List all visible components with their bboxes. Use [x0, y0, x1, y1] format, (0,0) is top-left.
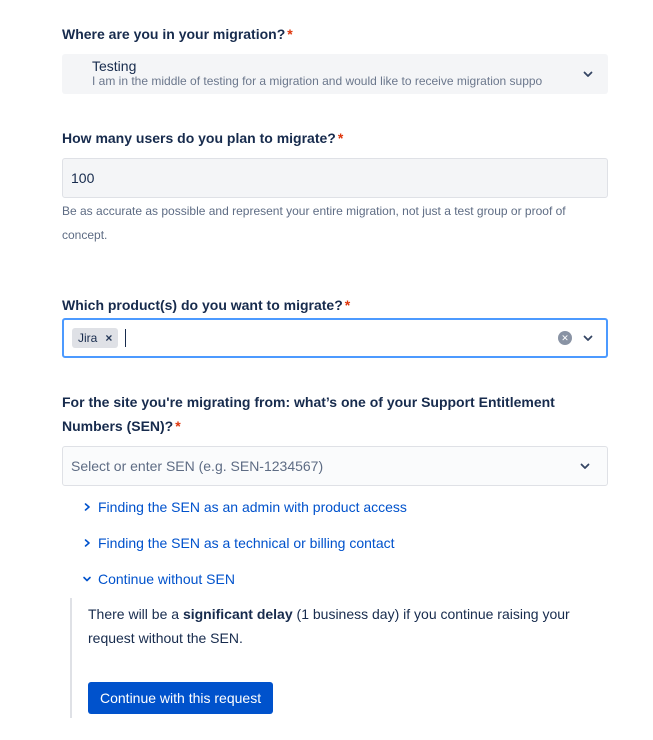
required-mark: *	[287, 26, 293, 42]
chevron-right-icon	[82, 538, 92, 548]
migration-stage-select[interactable]	[62, 54, 608, 94]
sen-select[interactable]	[62, 446, 608, 486]
chevron-right-icon	[82, 502, 92, 512]
link-label: Finding the SEN as an admin with product access	[98, 499, 407, 515]
required-mark: *	[337, 130, 344, 146]
sen-admin-help-link[interactable]	[82, 499, 407, 515]
required-mark: *	[175, 418, 181, 434]
text-cursor	[125, 329, 126, 347]
required-mark: *	[344, 297, 351, 313]
users-label: How many users do you plan to migrate? *	[62, 130, 344, 146]
sen-billing-help-link[interactable]	[82, 535, 395, 551]
chevron-down-icon[interactable]	[580, 66, 596, 82]
link-label: Finding the SEN as a technical or billing contact	[98, 535, 395, 551]
continue-without-sen-toggle[interactable]	[82, 571, 235, 587]
product-chip-jira	[72, 328, 118, 348]
chevron-down-icon	[82, 574, 92, 584]
stage-selected-description: I am in the middle of testing for a migration and would like to receive migration suppo	[92, 74, 543, 88]
products-multiselect[interactable]	[62, 318, 608, 358]
sen-label: For the site you're migrating from: what’s one of your Support Entitlement Numbers (SEN)? *	[62, 394, 555, 434]
users-help-text: Be as accurate as possible and represent your entire migration, not just a test group or proof of concept.	[62, 204, 566, 242]
chevron-down-icon[interactable]	[577, 458, 593, 474]
migration-stage-label: Where are you in your migration? *	[62, 26, 293, 42]
product-chip-label: Jira	[78, 331, 98, 345]
users-count-input[interactable]: 100	[62, 158, 608, 198]
continue-without-sen-panel	[70, 598, 608, 718]
delay-notice: There will be a significant delay (1 business day) if you continue raising your request without the SEN.	[88, 606, 570, 646]
remove-chip-icon[interactable]: ×	[105, 331, 113, 345]
chevron-down-icon[interactable]	[580, 330, 596, 346]
continue-with-request-button[interactable]: Continue with this request	[88, 682, 273, 714]
link-label: Continue without SEN	[98, 571, 235, 587]
clear-icon[interactable]: ✕	[558, 331, 572, 345]
products-label: Which product(s) do you want to migrate? *	[62, 297, 351, 313]
stage-selected-title: Testing	[92, 58, 137, 74]
sen-placeholder: Select or enter SEN (e.g. SEN-1234567)	[71, 458, 324, 474]
